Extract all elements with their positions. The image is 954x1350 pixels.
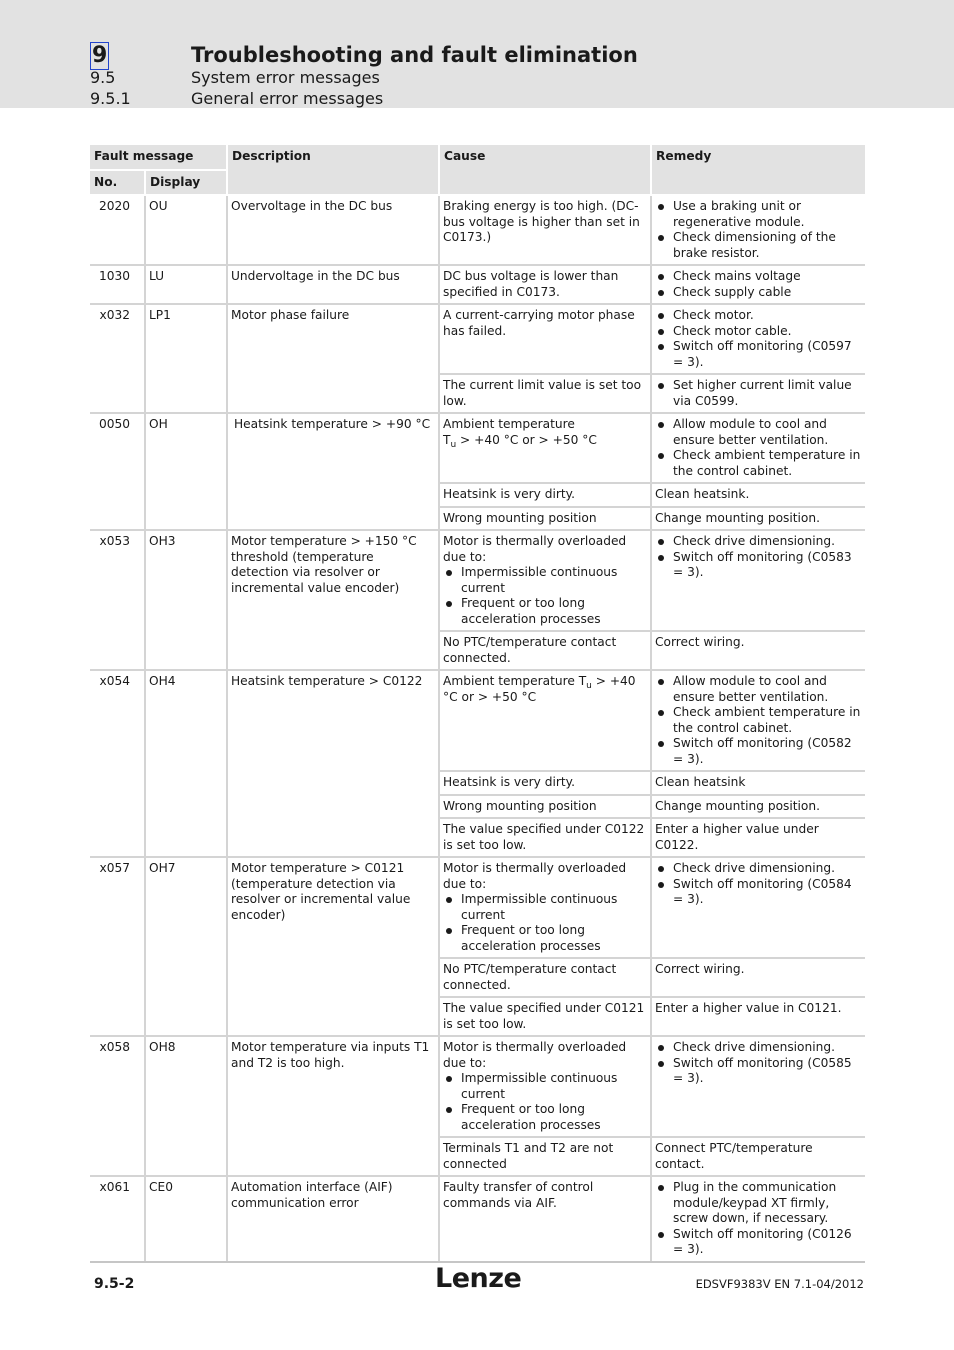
fault-remedy: Connect PTC/temperature contact. bbox=[651, 1137, 865, 1176]
table-row bbox=[90, 1036, 865, 1137]
header-fault-message: Fault message bbox=[90, 145, 227, 170]
fault-display: OH4 bbox=[145, 670, 227, 857]
remedy-item: Check drive dimensioning. bbox=[655, 861, 862, 877]
fault-cause: DC bus voltage is lower than specified in C0173. bbox=[439, 265, 651, 304]
fault-cause: Heatsink is very dirty. bbox=[439, 483, 651, 507]
cause-text: > +40 °C or > +50 °C bbox=[456, 432, 597, 447]
header-remedy: Remedy bbox=[651, 145, 865, 195]
chapter-title: Troubleshooting and fault elimination bbox=[191, 43, 638, 67]
header-cause: Cause bbox=[439, 145, 651, 195]
fault-description: Heatsink temperature > +90 °C bbox=[227, 413, 439, 530]
fault-no: 1030 bbox=[90, 265, 145, 304]
document-id: EDSVF9383V EN 7.1-04/2012 bbox=[695, 1277, 864, 1291]
table-row bbox=[90, 857, 865, 958]
fault-remedy: Enter a higher value under C0122. bbox=[651, 818, 865, 857]
fault-description: Automation interface (AIF) communication error bbox=[227, 1176, 439, 1262]
remedy-item: Check ambient temperature in the control cabinet. bbox=[655, 705, 862, 736]
remedy-item: Allow module to cool and ensure better ventilation. bbox=[655, 417, 862, 448]
fault-remedy: Clean heatsink. bbox=[651, 483, 865, 507]
fault-no: 0050 bbox=[90, 413, 145, 530]
fault-remedy: Correct wiring. bbox=[651, 631, 865, 670]
cause-intro: Motor is thermally overloaded due to: bbox=[443, 861, 627, 891]
cause-text: Ambient temperature bbox=[443, 417, 575, 431]
fault-no: x032 bbox=[90, 304, 145, 413]
header-description: Description bbox=[227, 145, 439, 195]
table-row bbox=[90, 1176, 865, 1262]
remedy-item: Check motor. bbox=[655, 308, 862, 324]
cause-item: Frequent or too long acceleration processes bbox=[443, 923, 647, 954]
fault-cause: Heatsink is very dirty. bbox=[439, 771, 651, 795]
fault-description: Undervoltage in the DC bus bbox=[227, 265, 439, 304]
fault-cause bbox=[439, 413, 651, 483]
fault-remedy: Correct wiring. bbox=[651, 958, 865, 997]
fault-remedy bbox=[651, 530, 865, 631]
fault-remedy bbox=[651, 1036, 865, 1137]
fault-cause: No PTC/temperature contact connected. bbox=[439, 631, 651, 670]
remedy-item: Set higher current limit value via C0599. bbox=[655, 378, 862, 409]
fault-display: LP1 bbox=[145, 304, 227, 413]
remedy-item: Check ambient temperature in the control cabinet. bbox=[655, 448, 862, 479]
cause-item: Impermissible continuous current bbox=[443, 565, 647, 596]
fault-cause bbox=[439, 1036, 651, 1137]
fault-cause: Braking energy is too high. (DC-bus voltage is higher than set in C0173.) bbox=[439, 195, 651, 265]
cause-text: T bbox=[443, 432, 451, 447]
fault-no: 2020 bbox=[90, 195, 145, 265]
table-row bbox=[90, 265, 865, 304]
fault-cause bbox=[439, 670, 651, 771]
fault-cause: Faulty transfer of control commands via AIF. bbox=[439, 1176, 651, 1262]
fault-remedy bbox=[651, 374, 865, 413]
remedy-item: Switch off monitoring (C0597 = 3). bbox=[655, 339, 862, 370]
remedy-item: Check drive dimensioning. bbox=[655, 534, 862, 550]
remedy-item: Use a braking unit or regenerative module. bbox=[655, 199, 862, 230]
remedy-item: Check dimensioning of the brake resistor. bbox=[655, 230, 862, 261]
remedy-item: Switch off monitoring (C0582 = 3). bbox=[655, 736, 862, 767]
fault-no: x053 bbox=[90, 530, 145, 670]
header-display: Display bbox=[145, 170, 227, 196]
subscript: u bbox=[586, 681, 592, 691]
table-row bbox=[90, 530, 865, 631]
fault-cause: A current-carrying motor phase has failed. bbox=[439, 304, 651, 374]
table-row bbox=[90, 195, 865, 265]
remedy-item: Check supply cable bbox=[655, 285, 862, 301]
remedy-item: Switch off monitoring (C0583 = 3). bbox=[655, 550, 862, 581]
cause-item: Impermissible continuous current bbox=[443, 1071, 647, 1102]
fault-cause: No PTC/temperature contact connected. bbox=[439, 958, 651, 997]
fault-description: Motor phase failure bbox=[227, 304, 439, 413]
remedy-item: Switch off monitoring (C0585 = 3). bbox=[655, 1056, 862, 1087]
fault-display: OU bbox=[145, 195, 227, 265]
header-no: No. bbox=[90, 170, 145, 196]
fault-cause: Terminals T1 and T2 are not connected bbox=[439, 1137, 651, 1176]
section-title: System error messages bbox=[191, 68, 380, 87]
section-number: 9.5 bbox=[90, 68, 116, 87]
page-number: 9.5-2 bbox=[94, 1276, 135, 1292]
table-row bbox=[90, 413, 865, 483]
fault-remedy bbox=[651, 1176, 865, 1262]
fault-display: CE0 bbox=[145, 1176, 227, 1262]
remedy-item: Check drive dimensioning. bbox=[655, 1040, 862, 1056]
subsection-number: 9.5.1 bbox=[90, 89, 131, 108]
cause-intro: Motor is thermally overloaded due to: bbox=[443, 534, 627, 564]
fault-display: OH bbox=[145, 413, 227, 530]
cause-item: Impermissible continuous current bbox=[443, 892, 647, 923]
fault-remedy: Clean heatsink bbox=[651, 771, 865, 795]
chapter-number[interactable]: 9 bbox=[92, 43, 108, 68]
subscript: u bbox=[450, 439, 457, 450]
remedy-item: Plug in the communication module/keypad XT firmly, screw down, if necessary. bbox=[655, 1180, 862, 1227]
lenze-logo: Lenze bbox=[435, 1263, 522, 1294]
fault-no: x057 bbox=[90, 857, 145, 1036]
fault-cause bbox=[439, 857, 651, 958]
fault-description: Motor temperature > +150 °C threshold (temperature detection via resolver or incremental value encoder) bbox=[227, 530, 439, 670]
fault-no: x061 bbox=[90, 1176, 145, 1262]
remedy-item: Switch off monitoring (C0126 = 3). bbox=[655, 1227, 862, 1258]
cause-item: Frequent or too long acceleration processes bbox=[443, 596, 647, 627]
fault-remedy bbox=[651, 304, 865, 374]
fault-cause: Wrong mounting position bbox=[439, 507, 651, 531]
fault-remedy bbox=[651, 265, 865, 304]
cause-item: Frequent or too long acceleration processes bbox=[443, 1102, 647, 1133]
fault-remedy: Enter a higher value in C0121. bbox=[651, 997, 865, 1036]
fault-cause: The value specified under C0121 is set too low. bbox=[439, 997, 651, 1036]
fault-cause: Wrong mounting position bbox=[439, 795, 651, 819]
fault-description: Motor temperature via inputs T1 and T2 is too high. bbox=[227, 1036, 439, 1176]
remedy-item: Switch off monitoring (C0584 = 3). bbox=[655, 877, 862, 908]
fault-display: OH7 bbox=[145, 857, 227, 1036]
remedy-item: Check motor cable. bbox=[655, 324, 862, 340]
fault-table bbox=[90, 145, 865, 1263]
subsection-title: General error messages bbox=[191, 89, 384, 108]
cause-intro: Motor is thermally overloaded due to: bbox=[443, 1040, 627, 1070]
table-row bbox=[90, 670, 865, 771]
cause-text: > +40 °C or > +50 °C bbox=[443, 674, 636, 704]
fault-description: Motor temperature > C0121 (temperature detection via resolver or incremental value encoder) bbox=[227, 857, 439, 1036]
table-row bbox=[90, 304, 865, 374]
fault-remedy bbox=[651, 857, 865, 958]
fault-description: Heatsink temperature > C0122 bbox=[227, 670, 439, 857]
fault-description: Overvoltage in the DC bus bbox=[227, 195, 439, 265]
fault-remedy bbox=[651, 195, 865, 265]
fault-display: OH3 bbox=[145, 530, 227, 670]
fault-cause: The current limit value is set too low. bbox=[439, 374, 651, 413]
fault-cause: The value specified under C0122 is set too low. bbox=[439, 818, 651, 857]
fault-display: LU bbox=[145, 265, 227, 304]
cause-text: Ambient temperature T bbox=[443, 674, 587, 688]
fault-no: x058 bbox=[90, 1036, 145, 1176]
fault-remedy: Change mounting position. bbox=[651, 507, 865, 531]
fault-remedy bbox=[651, 413, 865, 483]
fault-remedy: Change mounting position. bbox=[651, 795, 865, 819]
fault-no: x054 bbox=[90, 670, 145, 857]
fault-display: OH8 bbox=[145, 1036, 227, 1176]
remedy-item: Check mains voltage bbox=[655, 269, 862, 285]
fault-cause bbox=[439, 530, 651, 631]
remedy-item: Allow module to cool and ensure better ventilation. bbox=[655, 674, 862, 705]
fault-remedy bbox=[651, 670, 865, 771]
